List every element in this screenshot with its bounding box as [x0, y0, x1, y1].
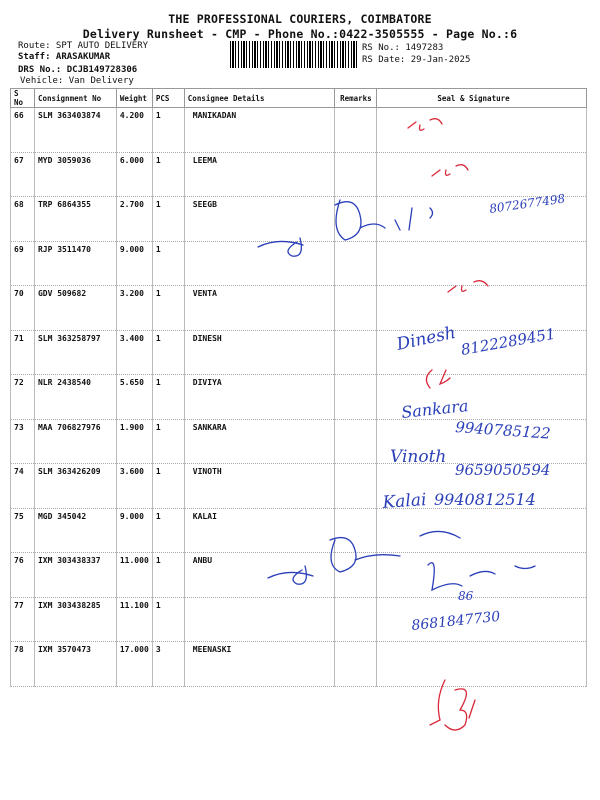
runsheet-title: Delivery Runsheet - CMP - Phone No.:0422-3505555 - Page No.:6: [82, 27, 518, 41]
col-sno: S No: [11, 89, 35, 108]
consignment-number: IXM 3570473: [34, 642, 116, 687]
row-sno: 67: [11, 152, 35, 197]
signature-cell: [377, 464, 587, 509]
remarks-cell: [335, 553, 377, 598]
row-sno: 69: [11, 241, 35, 286]
consignment-number: NLR 2438540: [34, 375, 116, 420]
weight-value: 1.900: [116, 419, 152, 464]
consignee-name: LEEMA: [184, 152, 335, 197]
consignee-name: DIVIYA: [184, 375, 335, 420]
signature-row74: Vinoth: [390, 447, 447, 467]
phone-row68: 8072677498: [488, 191, 567, 216]
weight-value: 9.000: [116, 241, 152, 286]
consignee-name: ANBU: [184, 553, 335, 598]
weight-value: 11.000: [116, 553, 152, 598]
consignment-number: SLM 363426209: [34, 464, 116, 509]
note-86: 86: [458, 589, 474, 603]
remarks-cell: [335, 108, 377, 153]
remarks-cell: [335, 197, 377, 242]
signature-cell: [377, 597, 587, 642]
signature-cell: [377, 108, 587, 153]
signature-cell: [377, 642, 587, 687]
consignment-number: MAA 706827976: [34, 419, 116, 464]
table-row: [11, 508, 587, 553]
phone-row74: 9659050594: [455, 461, 551, 479]
remarks-cell: [335, 286, 377, 331]
barcode-image: [230, 41, 358, 68]
row-sno: 74: [11, 464, 35, 509]
phone-row71: 8122289451: [459, 324, 557, 359]
pcs-value: 3: [152, 642, 184, 687]
drs-number: DRS No.: DCJB149728306: [18, 65, 138, 75]
table-header-row: [11, 89, 587, 108]
consignment-number: SLM 363403874: [34, 108, 116, 153]
consignment-number: MGD 345042: [34, 508, 116, 553]
pcs-value: 1: [152, 419, 184, 464]
consignment-number: GDV 509682: [34, 286, 116, 331]
weight-value: 17.000: [116, 642, 152, 687]
col-seal-signature: Seal & Signature: [377, 89, 587, 108]
col-consignee: Consignee Details: [184, 89, 335, 108]
row-sno: 78: [11, 642, 35, 687]
pcs-value: 1: [152, 597, 184, 642]
consignment-number: TRP 6864355: [34, 197, 116, 242]
weight-value: 2.700: [116, 197, 152, 242]
col-remarks: Remarks: [335, 89, 377, 108]
consignment-number: SLM 363258797: [34, 330, 116, 375]
red-mark-bottom: [430, 680, 475, 730]
signature-cell: [377, 152, 587, 197]
weight-value: 6.000: [116, 152, 152, 197]
consignee-name: [184, 597, 335, 642]
signature-row73: Sankara: [400, 396, 470, 422]
remarks-cell: [335, 508, 377, 553]
remarks-cell: [335, 241, 377, 286]
consignee-name: [184, 241, 335, 286]
pcs-value: 1: [152, 553, 184, 598]
signature-cell: [377, 419, 587, 464]
table-row: [11, 419, 587, 464]
phone-row78: 8681847730: [410, 608, 502, 634]
company-title: THE PROFESSIONAL COURIERS, COIMBATORE: [168, 12, 432, 26]
table-row: [11, 553, 587, 598]
signature-cell: [377, 375, 587, 420]
signature-cell: [377, 553, 587, 598]
table-row: [11, 330, 587, 375]
weight-value: 4.200: [116, 108, 152, 153]
table-row: [11, 197, 587, 242]
row-sno: 72: [11, 375, 35, 420]
weight-value: 5.650: [116, 375, 152, 420]
weight-value: 9.000: [116, 508, 152, 553]
row-sno: 68: [11, 197, 35, 242]
remarks-cell: [335, 419, 377, 464]
weight-value: 3.600: [116, 464, 152, 509]
signature-cell: [377, 286, 587, 331]
consignment-number: MYD 3059036: [34, 152, 116, 197]
consignee-name: VENTA: [184, 286, 335, 331]
pcs-value: 1: [152, 241, 184, 286]
remarks-cell: [335, 375, 377, 420]
consignee-name: MANIKADAN: [184, 108, 335, 153]
weight-value: 3.400: [116, 330, 152, 375]
row-sno: 76: [11, 553, 35, 598]
consignee-name: SEEGB: [184, 197, 335, 242]
table-row: [11, 286, 587, 331]
row-sno: 71: [11, 330, 35, 375]
signature-row75: Kalai: [381, 489, 428, 513]
row-sno: 73: [11, 419, 35, 464]
route-label: Route: SPT AUTO DELIVERY: [18, 41, 149, 51]
remarks-cell: [335, 642, 377, 687]
remarks-cell: [335, 330, 377, 375]
weight-value: 11.100: [116, 597, 152, 642]
table-row: [11, 108, 587, 153]
row-sno: 66: [11, 108, 35, 153]
table-row: [11, 241, 587, 286]
phone-row75: 9940812514: [434, 490, 536, 509]
remarks-cell: [335, 597, 377, 642]
runsheet-table: [10, 88, 587, 687]
consignee-name: SANKARA: [184, 419, 335, 464]
pcs-value: 1: [152, 330, 184, 375]
signature-cell: [377, 508, 587, 553]
pcs-value: 1: [152, 286, 184, 331]
consignee-name: KALAI: [184, 508, 335, 553]
pcs-value: 1: [152, 197, 184, 242]
consignment-number: IXM 303438337: [34, 553, 116, 598]
remarks-cell: [335, 152, 377, 197]
row-sno: 70: [11, 286, 35, 331]
staff-label: Staff: ARASAKUMAR: [18, 52, 111, 62]
consignee-name: VINOTH: [184, 464, 335, 509]
row-sno: 75: [11, 508, 35, 553]
table-row: [11, 375, 587, 420]
table-row: [11, 597, 587, 642]
col-weight: Weight: [116, 89, 152, 108]
pcs-value: 1: [152, 375, 184, 420]
consignment-number: IXM 303438285: [34, 597, 116, 642]
consignment-number: RJP 3511470: [34, 241, 116, 286]
table-row: [11, 464, 587, 509]
phone-row73: 9940785122: [454, 418, 552, 443]
table-row: [11, 152, 587, 197]
vehicle-label: Vehicle: Van Delivery: [20, 76, 134, 86]
pcs-value: 1: [152, 108, 184, 153]
signature-row71: Dinesh: [394, 322, 458, 355]
row-sno: 77: [11, 597, 35, 642]
consignee-name: MEENASKI: [184, 642, 335, 687]
remarks-cell: [335, 464, 377, 509]
weight-value: 3.200: [116, 286, 152, 331]
col-consignment: Consignment No: [34, 89, 116, 108]
signature-cell: [377, 197, 587, 242]
pcs-value: 1: [152, 152, 184, 197]
rs-date: RS Date: 29-Jan-2025: [362, 55, 471, 65]
signature-cell: [377, 330, 587, 375]
consignee-name: DINESH: [184, 330, 335, 375]
table-row: [11, 642, 587, 687]
pcs-value: 1: [152, 508, 184, 553]
rs-number: RS No.: 1497283: [362, 43, 444, 53]
signature-cell: [377, 241, 587, 286]
pcs-value: 1: [152, 464, 184, 509]
col-pcs: PCS: [152, 89, 184, 108]
